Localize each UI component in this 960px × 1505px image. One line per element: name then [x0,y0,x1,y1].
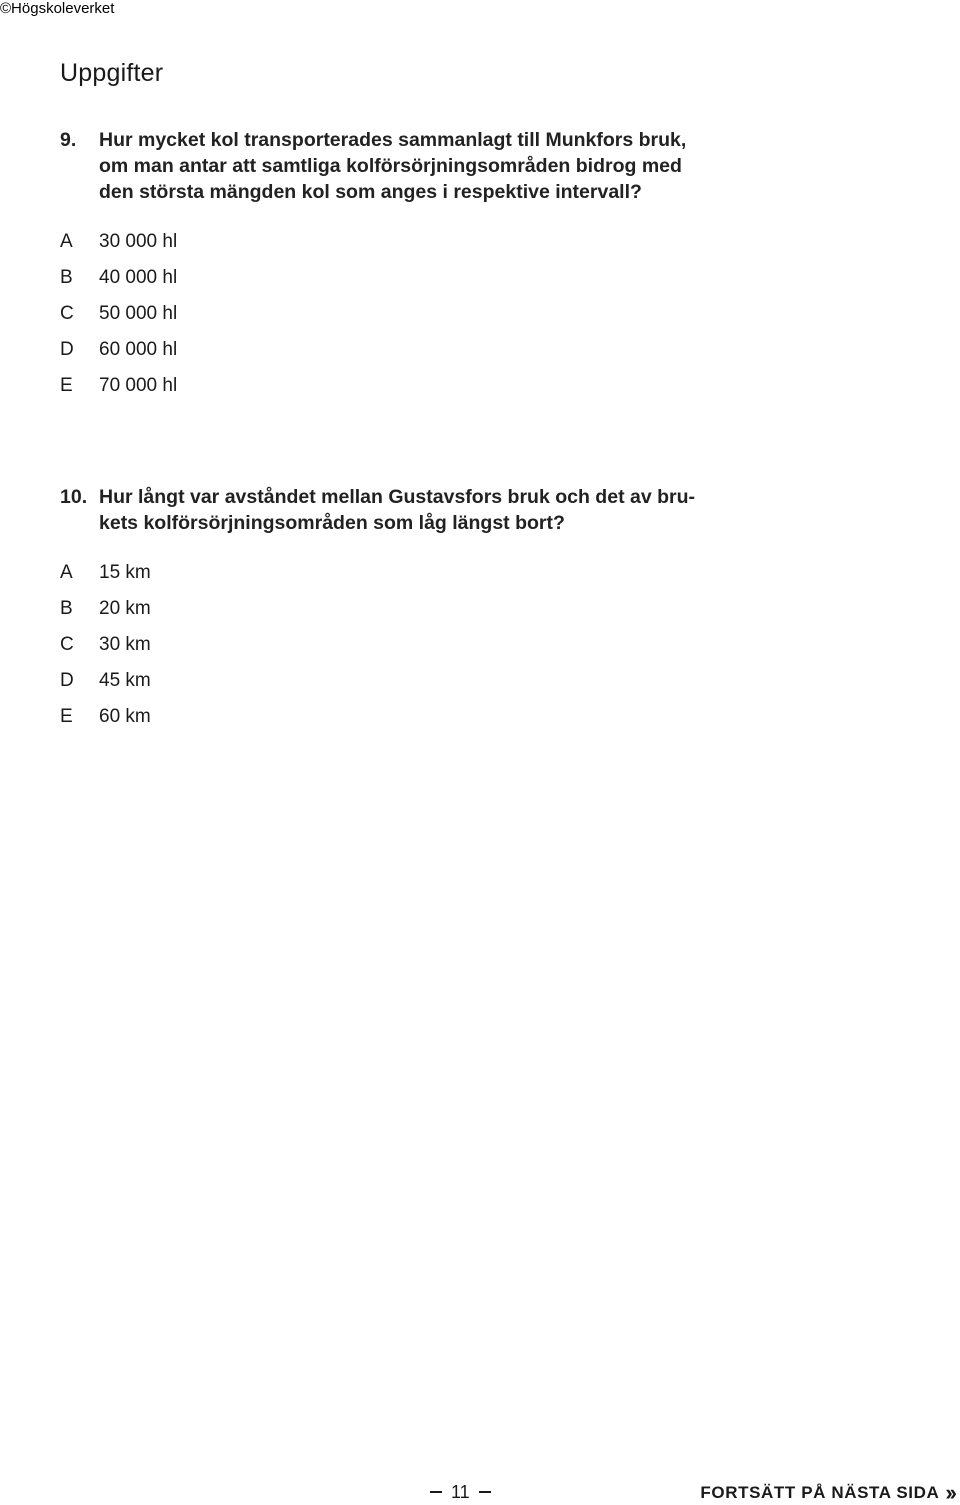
option-text: 45 km [99,670,151,691]
question-text [99,127,759,205]
option-letter: A [60,562,73,583]
question-stem [60,484,760,536]
continue-next-page [700,1482,954,1504]
question-10 [60,484,760,741]
answer-option-c[interactable] [60,633,760,669]
option-letter: A [60,231,73,252]
page-number-footer [430,1481,491,1503]
question-9 [60,127,760,410]
question-text-line: om man antar att samtliga kolförsörjningsområden bidrog med [99,155,682,177]
option-letter: C [60,634,74,655]
continue-label: FORTSÄTT PÅ NÄSTA SIDA [700,1483,940,1502]
option-text: 50 000 hl [99,303,178,324]
option-text: 40 000 hl [99,267,178,288]
answer-options [60,561,760,741]
option-text: 20 km [99,598,151,619]
answer-option-b[interactable] [60,266,760,302]
option-letter: B [60,267,73,288]
option-letter: D [60,339,74,360]
option-letter: D [60,670,74,691]
answer-option-d[interactable] [60,669,760,705]
option-text: 15 km [99,562,151,583]
option-letter: C [60,303,74,324]
question-number: 10. [60,486,88,508]
answer-option-c[interactable] [60,302,760,338]
dash-divider [479,1491,491,1493]
double-chevron-right-icon: ›› [945,1480,954,1505]
page-title: Uppgifter [60,59,164,87]
option-text: 30 000 hl [99,231,178,252]
answer-option-a[interactable] [60,230,760,266]
page-number: 11 [451,1482,470,1502]
question-text [99,484,759,536]
answer-option-e[interactable] [60,705,760,741]
question-text-line: Hur långt var avståndet mellan Gustavsfors bruk och det av bru- [99,486,695,508]
option-text: 60 km [99,706,151,727]
option-text: 60 000 hl [99,339,178,360]
option-letter: E [60,706,73,727]
option-letter: E [60,375,73,396]
option-text: 30 km [99,634,151,655]
dash-divider [430,1491,442,1493]
option-letter: B [60,598,73,619]
question-stem [60,127,760,205]
answer-option-a[interactable] [60,561,760,597]
question-text-line: den största mängden kol som anges i respektive intervall? [99,181,642,203]
question-text-line: kets kolförsörjningsområden som låg längst bort? [99,512,565,534]
answer-option-e[interactable] [60,374,760,410]
answer-options [60,230,760,410]
copyright-notice: ©Högskoleverket [0,0,115,17]
option-text: 70 000 hl [99,375,178,396]
answer-option-b[interactable] [60,597,760,633]
answer-option-d[interactable] [60,338,760,374]
question-number: 9. [60,129,77,151]
question-text-line: Hur mycket kol transporterades sammanlagt till Munkfors bruk, [99,129,687,151]
